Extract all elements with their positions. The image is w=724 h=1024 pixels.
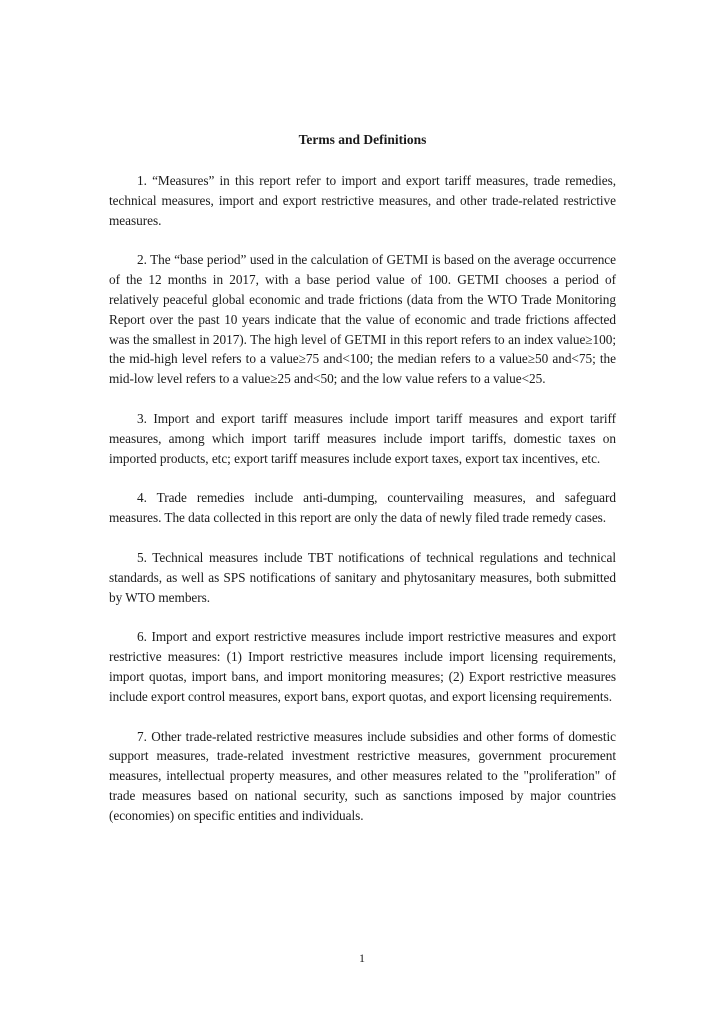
definition-paragraph-7: 7. Other trade-related restrictive measures include subsidies and other forms of domestic support measures, trade-related investment restrictive measures, government procurement measures, intellectual property measures, and other measures related to the "proliferation" of trade measures based on national security, such as sanctions imposed by major countries (economies) on specific entities and individuals. [109,728,616,823]
definition-paragraph-1: 1. “Measures” in this report refer to import and export tariff measures, trade remedies, technical measures, import and export restrictive measures, and other trade-related restrictive measures. [109,173,616,228]
definition-paragraph-5: 5. Technical measures include TBT notifications of technical regulations and technical standards, as well as SPS notifications of sanitary and phytosanitary measures, both submitted by WTO members. [109,549,616,605]
page-number: 1 [359,951,365,965]
definition-paragraph-6: 6. Import and export restrictive measures include import restrictive measures and export restrictive measures: (1) Import restrictive measures include import licensing requirements, import quotas, import bans, and import monitoring measures; (2) Export restrictive measures include export control measures, export bans, export quotas, and export licensing requirements. [109,629,616,704]
page-title: Terms and Definitions [298,132,427,147]
definition-paragraph-2: 2. The “base period” used in the calculation of GETMI is based on the average occurrence of the 12 months in 2017, with a base period value of 100. GETMI chooses a period of relatively peaceful global economic and trade frictions (data from the WTO Trade Monitoring Report over the past 10 years indicate that the value of economic and trade frictions affected was the smallest in 2017). The high level of GETMI in this report refers to an index value≥100; the mid-high level refers to a value≥75 and<100; the median refers to a value≥50 and<75; the mid-low level refers to a value≥25 and<50; and the low value refers to a value<25. [109,252,616,387]
definition-paragraph-4: 4. Trade remedies include anti-dumping, countervailing measures, and safeguard measures. The data collected in this report are only the data of newly filed trade remedy cases. [109,490,616,526]
definition-paragraph-3: 3. Import and export tariff measures include import tariff measures and export tariff measures, among which import tariff measures include import tariffs, domestic taxes on imported products, etc; export tariff measures include export taxes, export tax incentives, etc. [109,410,616,466]
document-body [109,130,616,846]
